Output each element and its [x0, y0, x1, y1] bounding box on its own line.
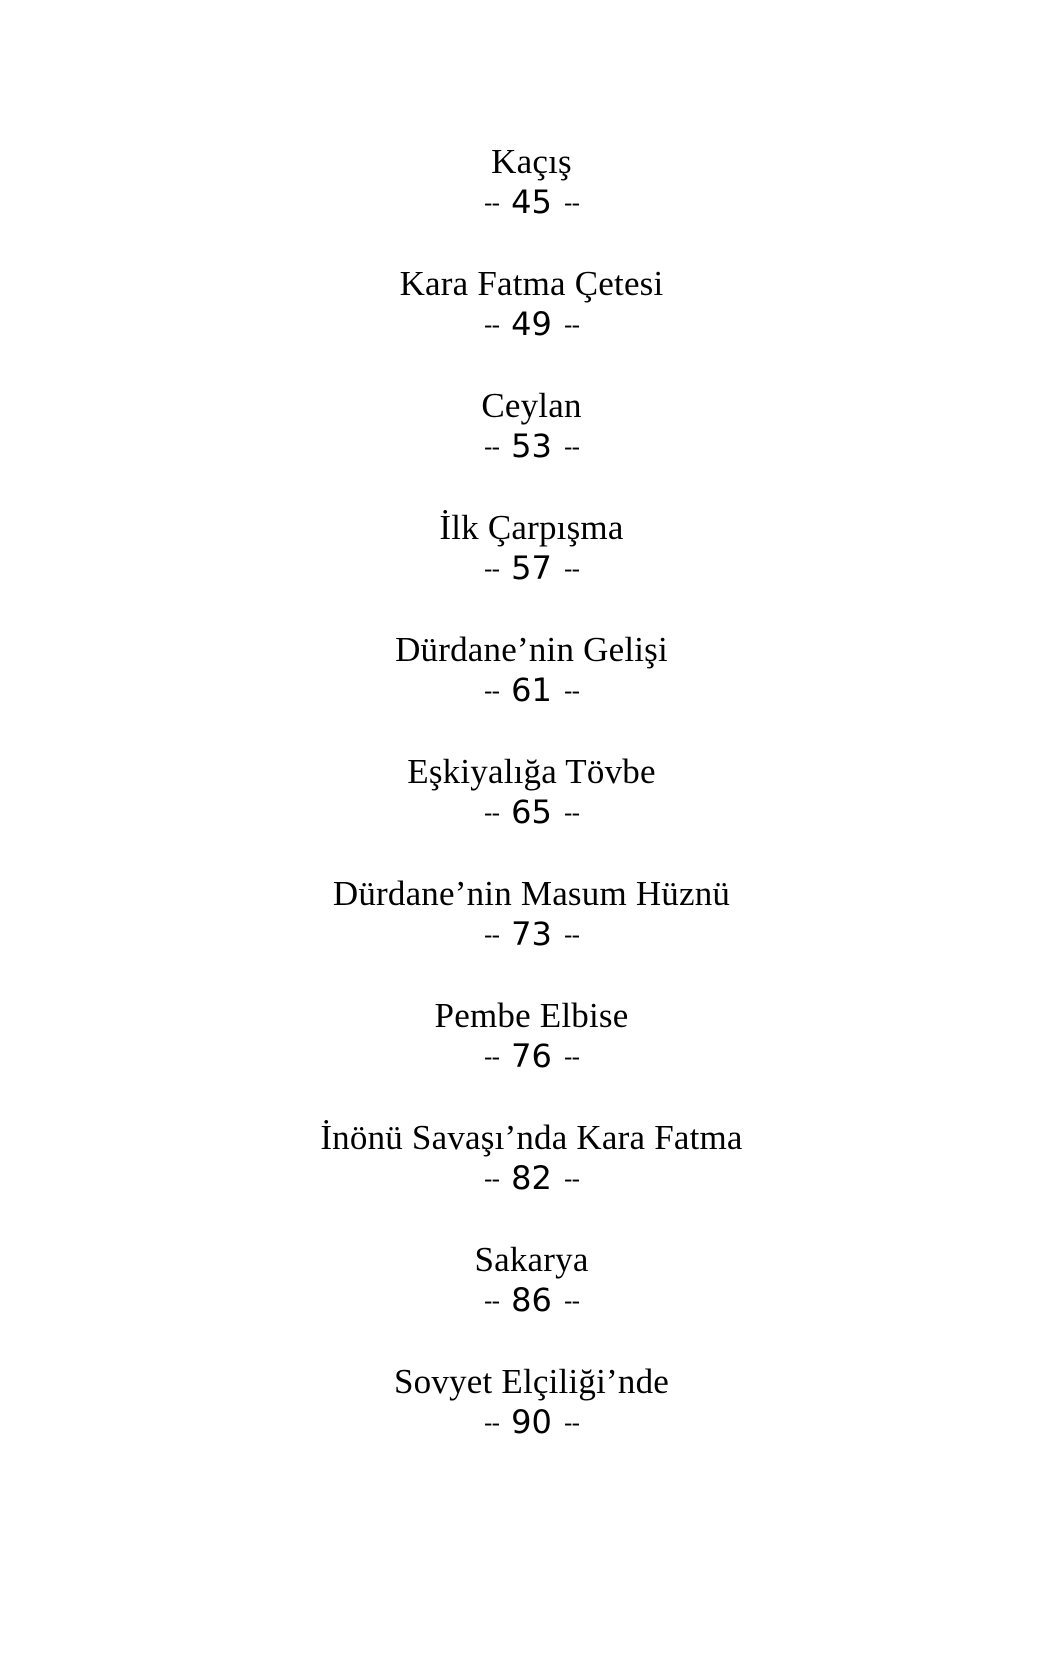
chapter-title: Dürdane’nin Masum Hüznü — [332, 874, 731, 913]
page-number-line — [0, 549, 1063, 587]
page-number: 82 — [511, 1159, 552, 1197]
dash-right: -- — [563, 799, 580, 827]
dash-left: -- — [483, 1043, 500, 1071]
dash-right: -- — [563, 433, 580, 461]
dash-left: -- — [483, 677, 500, 705]
chapter-title: Eşkiyalığa Tövbe — [407, 752, 656, 791]
chapter-title: Sakarya — [474, 1240, 589, 1279]
dash-left: -- — [483, 433, 500, 461]
page-number-line — [0, 1037, 1063, 1075]
chapter-title: Pembe Elbise — [434, 996, 629, 1035]
dash-left: -- — [483, 799, 500, 827]
page-number: 86 — [511, 1281, 552, 1319]
page-number: 57 — [511, 549, 552, 587]
chapter-title: Kara Fatma Çetesi — [399, 264, 664, 303]
dash-left: -- — [483, 1409, 500, 1437]
toc-entry — [0, 1118, 1063, 1240]
page-number-line — [0, 305, 1063, 343]
dash-right: -- — [563, 1287, 580, 1315]
dash-right: -- — [563, 1409, 580, 1437]
page-number: 76 — [511, 1037, 552, 1075]
toc-entry — [0, 752, 1063, 874]
page-number-line — [0, 793, 1063, 831]
page-number: 65 — [511, 793, 552, 831]
dash-right: -- — [563, 677, 580, 705]
dash-right: -- — [563, 189, 580, 217]
dash-left: -- — [483, 189, 500, 217]
dash-left: -- — [483, 555, 500, 583]
toc-entry — [0, 264, 1063, 386]
page-number: 61 — [511, 671, 552, 709]
page-number: 45 — [511, 183, 552, 221]
toc-entry — [0, 996, 1063, 1118]
toc-entry — [0, 508, 1063, 630]
chapter-title: Kaçış — [491, 142, 572, 181]
page-number: 73 — [511, 915, 552, 953]
page-number: 53 — [511, 427, 552, 465]
dash-right: -- — [563, 921, 580, 949]
page-number-line — [0, 671, 1063, 709]
dash-right: -- — [563, 311, 580, 339]
dash-right: -- — [563, 1043, 580, 1071]
toc-entry — [0, 142, 1063, 264]
toc-entry — [0, 1362, 1063, 1484]
page-number-line — [0, 1281, 1063, 1319]
page-number-line — [0, 427, 1063, 465]
page-number-line — [0, 183, 1063, 221]
dash-left: -- — [483, 1165, 500, 1193]
page-number: 90 — [511, 1403, 552, 1441]
page-number-line — [0, 915, 1063, 953]
dash-right: -- — [563, 1165, 580, 1193]
chapter-title: Sovyet Elçiliği’nde — [394, 1362, 669, 1401]
table-of-contents — [0, 142, 1063, 1484]
chapter-title: İnönü Savaşı’nda Kara Fatma — [320, 1118, 743, 1157]
chapter-title: Dürdane’nin Gelişi — [395, 630, 668, 669]
toc-entry — [0, 630, 1063, 752]
page-number: 49 — [511, 305, 552, 343]
toc-entry — [0, 874, 1063, 996]
dash-left: -- — [483, 311, 500, 339]
dash-left: -- — [483, 1287, 500, 1315]
page-number-line — [0, 1403, 1063, 1441]
page-number-line — [0, 1159, 1063, 1197]
chapter-title: İlk Çarpışma — [439, 508, 624, 547]
dash-left: -- — [483, 921, 500, 949]
toc-entry — [0, 386, 1063, 508]
dash-right: -- — [563, 555, 580, 583]
toc-entry — [0, 1240, 1063, 1362]
chapter-title: Ceylan — [481, 386, 582, 425]
